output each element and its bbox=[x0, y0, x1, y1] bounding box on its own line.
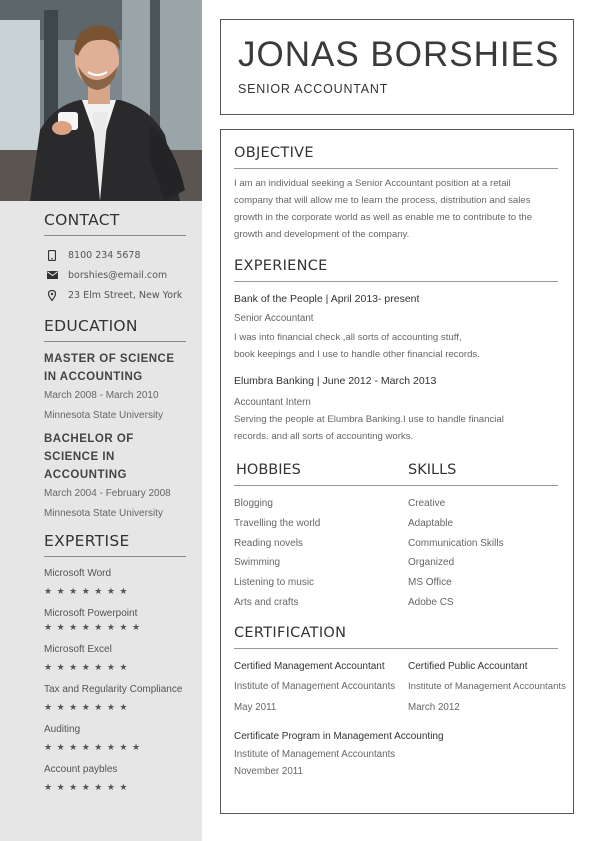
certification-title: Certificate Program in Management Accounting bbox=[234, 731, 444, 742]
skill-item: Communication Skills bbox=[408, 537, 504, 549]
hobby-item: Arts and crafts bbox=[234, 596, 299, 608]
candidate-title: SENIOR ACCOUNTANT bbox=[238, 82, 389, 96]
certification-issuer: Institute of Management Accountants bbox=[234, 681, 396, 692]
star-rating: ★★★★★★★ bbox=[44, 587, 132, 597]
hobby-item: Listening to music bbox=[234, 577, 315, 589]
certification-section bbox=[234, 625, 566, 780]
job-role: Accountant Intern bbox=[234, 397, 311, 408]
expertise-item-name: Tax and Regularity Compliance bbox=[44, 684, 183, 695]
phone-text: 8100 234 5678 bbox=[68, 249, 141, 261]
address-text: 23 Elm Street, New York bbox=[68, 289, 183, 301]
skills-list bbox=[408, 494, 558, 613]
certification-issuer: Institute of Management Accountants bbox=[408, 681, 566, 692]
contact-phone bbox=[44, 245, 186, 265]
objective-text bbox=[234, 175, 558, 243]
objective-line: growth in the corporate world as well as enable me to contribute to the bbox=[234, 212, 533, 223]
education-heading: EDUCATION bbox=[44, 317, 186, 342]
certification-row bbox=[234, 658, 566, 718]
education-item bbox=[44, 350, 186, 426]
sidebar bbox=[0, 0, 202, 841]
certification-title: Certified Management Accountant bbox=[234, 661, 385, 672]
certification-date: March 2012 bbox=[408, 702, 460, 713]
objective-heading: OBJECTIVE bbox=[234, 145, 558, 169]
degree-title: BACHELOR OF SCIENCE IN ACCOUNTING bbox=[44, 433, 134, 481]
hobby-item: Blogging bbox=[234, 498, 273, 509]
name-header bbox=[220, 19, 574, 115]
contact-heading: CONTACT bbox=[44, 211, 186, 236]
certification-date: May 2011 bbox=[234, 702, 277, 713]
star-rating: ★★★★★★★ bbox=[44, 783, 132, 793]
contact-address bbox=[44, 285, 186, 305]
skill-item: Adaptable bbox=[408, 517, 454, 529]
job-line: Serving the people at Elumbra Banking.I use to handle financial bbox=[234, 414, 504, 425]
phone-icon bbox=[46, 250, 58, 261]
job-entry bbox=[234, 291, 558, 363]
skill-item: MS Office bbox=[408, 577, 452, 589]
job-line: book keepings and I use to handle other financial records. bbox=[234, 349, 480, 360]
degree-school: Minnesota State University bbox=[44, 410, 163, 421]
expertise-list bbox=[44, 567, 186, 795]
expertise-item-name: Auditing bbox=[44, 724, 81, 735]
experience-section bbox=[234, 258, 558, 445]
candidate-name: JONAS BORSHIES bbox=[238, 35, 560, 74]
expertise-item-name: Microsoft Word bbox=[44, 568, 112, 579]
job-header: Bank of the People | April 2013- present bbox=[234, 293, 420, 305]
objective-line: I am an individual seeking a Senior Accountant position at a retail bbox=[234, 178, 511, 189]
contact-email bbox=[44, 265, 186, 285]
skill-item: Adobe CS bbox=[408, 596, 454, 608]
expertise-item-name: Microsoft Excel bbox=[44, 644, 112, 655]
objective-line: growth and development of the company. bbox=[234, 229, 410, 240]
job-header: Elumbra Banking | June 2012 - March 2013 bbox=[234, 375, 437, 387]
location-pin-icon bbox=[46, 290, 58, 301]
certification-item bbox=[408, 658, 566, 718]
sidebar-content bbox=[44, 211, 186, 803]
skills-heading: SKILLS bbox=[408, 462, 457, 478]
job-entry bbox=[234, 373, 558, 445]
skill-item: Creative bbox=[408, 498, 446, 509]
certification-issuer: Institute of Management Accountants bbox=[234, 749, 396, 760]
objective-line: company that will allow me to learn the process, distribution and sales bbox=[234, 195, 531, 206]
star-rating: ★★★★★★★ bbox=[44, 663, 132, 673]
hobby-item: Travelling the world bbox=[234, 517, 321, 529]
degree-dates: March 2004 - February 2008 bbox=[44, 488, 171, 499]
star-rating: ★★★★★★★★ bbox=[44, 743, 145, 753]
job-role: Senior Accountant bbox=[234, 313, 314, 324]
expertise-item-name: Microsoft Powerpoint bbox=[44, 608, 138, 619]
hobby-item: Reading novels bbox=[234, 537, 303, 549]
hobbies-skills-lists bbox=[234, 494, 558, 613]
certification-title: Certified Public Accountant bbox=[408, 661, 528, 672]
profile-photo bbox=[0, 0, 202, 201]
degree-title: MASTER OF SCIENCE IN ACCOUNTING bbox=[44, 353, 175, 383]
hobbies-skills-headings bbox=[234, 462, 558, 486]
skill-item: Organized bbox=[408, 557, 455, 569]
hobbies-heading: HOBBIES bbox=[236, 462, 301, 478]
certification-item bbox=[234, 658, 408, 718]
job-line: records. and all sorts of accounting works. bbox=[234, 431, 414, 442]
degree-school: Minnesota State University bbox=[44, 508, 163, 519]
main-content bbox=[220, 129, 574, 814]
experience-heading: EXPERIENCE bbox=[234, 258, 558, 282]
certification-date: November 2011 bbox=[234, 766, 303, 777]
hobbies-list bbox=[234, 494, 408, 613]
expertise-item-name: Account paybles bbox=[44, 764, 118, 775]
education-item bbox=[44, 430, 186, 524]
degree-dates: March 2008 - March 2010 bbox=[44, 390, 159, 401]
envelope-icon bbox=[46, 271, 58, 279]
hobbies-skills-section bbox=[234, 462, 558, 613]
expertise-heading: EXPERTISE bbox=[44, 532, 186, 557]
certification-item bbox=[234, 728, 558, 780]
star-rating: ★★★★★★★ bbox=[44, 703, 132, 713]
job-line: I was into financial check ,all sorts of accounting stuff, bbox=[234, 332, 462, 343]
star-rating: ★★★★★★★★ bbox=[44, 623, 145, 633]
email-text: borshies@email.com bbox=[68, 269, 168, 281]
contact-list bbox=[44, 245, 186, 305]
hobby-item: Swimming bbox=[234, 557, 281, 569]
objective-section bbox=[234, 145, 558, 243]
certification-heading: CERTIFICATION bbox=[234, 625, 558, 649]
